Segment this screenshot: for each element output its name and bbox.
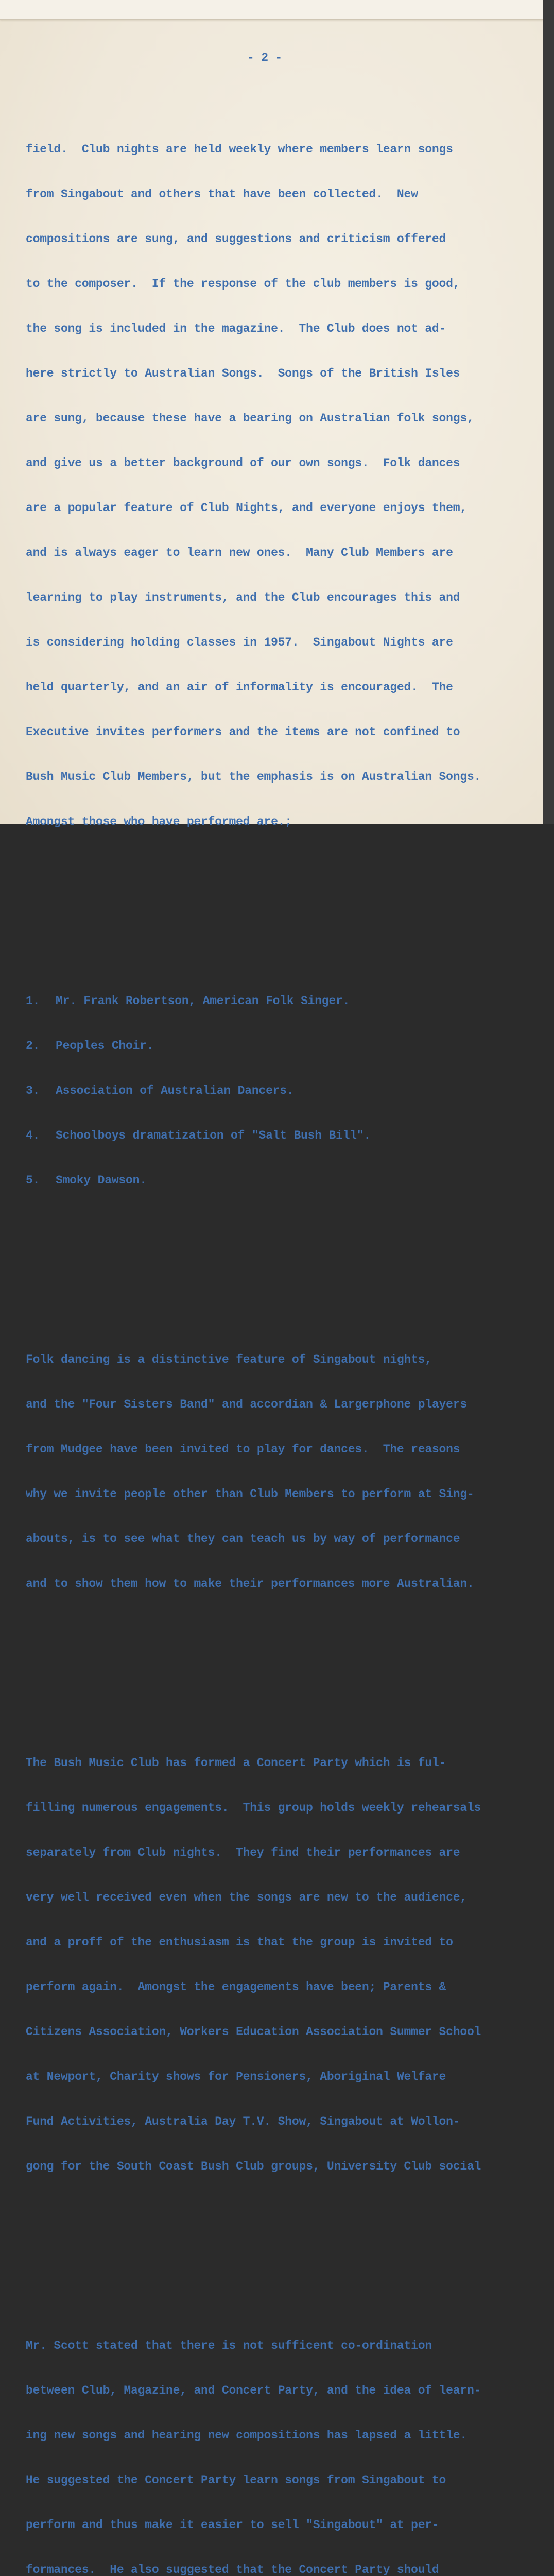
list-text: Smoky Dawson.: [56, 1174, 147, 1187]
text-line: at Newport, Charity shows for Pensioners, Aboriginal Welfare: [26, 2070, 446, 2083]
list-item: [26, 1083, 541, 1098]
list-number: 2.: [26, 1039, 40, 1053]
list-text: Peoples Choir.: [56, 1039, 154, 1053]
text-line: here strictly to Australian Songs. Songs of the British Isles: [26, 367, 460, 380]
list-text: Mr. Frank Robertson, American Folk Singer.: [56, 994, 350, 1008]
paragraph-gap: [26, 904, 541, 919]
text-line: and is always eager to learn new ones. Many Club Members are: [26, 546, 453, 560]
scan-background-edge: [543, 0, 554, 824]
text-line: Bush Music Club Members, but the emphasis is on Australian Songs.: [26, 770, 481, 784]
list-item: [26, 1173, 541, 1188]
paragraph-club-nights: [26, 112, 541, 859]
text-line: field. Club nights are held weekly where members learn songs: [26, 143, 453, 156]
text-line: and give us a better background of our own songs. Folk dances: [26, 456, 460, 470]
list-number: 1.: [26, 994, 40, 1008]
text-line: between Club, Magazine, and Concert Party, and the idea of learn-: [26, 2384, 481, 2397]
text-line: Mr. Scott stated that there is not sufficent co-ordination: [26, 2339, 432, 2352]
text-line: abouts, is to see what they can teach us by way of performance: [26, 1532, 460, 1546]
text-line: why we invite people other than Club Members to perform at Sing-: [26, 1487, 474, 1501]
text-line: and to show them how to make their performances more Australian.: [26, 1577, 474, 1590]
text-line: held quarterly, and an air of informality is encouraged. The: [26, 681, 453, 694]
list-number: 3.: [26, 1084, 40, 1097]
folded-sheet-edge: [0, 0, 543, 20]
text-line: and a proff of the enthusiasm is that the group is invited to: [26, 1936, 453, 1949]
typewritten-text: [26, 21, 541, 2576]
text-line: very well received even when the songs are new to the audience,: [26, 1891, 467, 1904]
text-line: Folk dancing is a distinctive feature of Singabout nights,: [26, 1353, 432, 1366]
text-line: compositions are sung, and suggestions and criticism offered: [26, 232, 446, 246]
text-line: are a popular feature of Club Nights, and everyone enjoys them,: [26, 501, 467, 515]
list-item: [26, 1039, 541, 1054]
list-number: 4.: [26, 1129, 40, 1142]
text-line: formances. He also suggested that the Concert Party should: [26, 2563, 439, 2576]
list-item: [26, 1128, 541, 1143]
text-line: gong for the South Coast Bush Club groups, University Club social: [26, 2160, 481, 2173]
text-line: filling numerous engagements. This group holds weekly rehearsals: [26, 1801, 481, 1815]
text-line: Citizens Association, Workers Education Association Summer School: [26, 2025, 481, 2039]
text-line: to the composer. If the response of the club members is good,: [26, 277, 460, 291]
text-line: are sung, because these have a bearing on Australian folk songs,: [26, 412, 474, 425]
paragraph-folk-dancing: [26, 1323, 541, 1621]
text-line: The Bush Music Club has formed a Concert Party which is ful-: [26, 1756, 446, 1770]
text-line: perform again. Amongst the engagements have been; Parents &: [26, 1980, 446, 1994]
performers-list: [26, 964, 541, 1218]
paragraph-scott-report: [26, 2309, 541, 2576]
page-number: - 2 -: [247, 51, 283, 64]
text-line: Fund Activities, Australia Day T.V. Show, Singabout at Wollon-: [26, 2115, 460, 2128]
text-line: He suggested the Concert Party learn songs from Singabout to: [26, 2473, 446, 2487]
text-line: the song is included in the magazine. The Club does not ad-: [26, 322, 446, 335]
text-line: and the "Four Sisters Band" and accordian & Largerphone players: [26, 1398, 467, 1411]
text-line: Executive invites performers and the items are not confined to: [26, 725, 460, 739]
text-line: Amongst those who have performed are.;: [26, 815, 292, 828]
text-line: ing new songs and hearing new compositions has lapsed a little.: [26, 2429, 467, 2442]
text-line: perform and thus make it easier to sell "Singabout" at per-: [26, 2518, 439, 2532]
text-line: learning to play instruments, and the Club encourages this and: [26, 591, 460, 604]
paragraph-gap: [26, 1666, 541, 1681]
paragraph-gap: [26, 2249, 541, 2264]
text-line: separately from Club nights. They find their performances are: [26, 1846, 460, 1859]
text-line: from Singabout and others that have been collected. New: [26, 188, 418, 201]
list-text: Association of Australian Dancers.: [56, 1084, 294, 1097]
list-number: 5.: [26, 1174, 40, 1187]
text-line: from Mudgee have been invited to play for dances. The reasons: [26, 1443, 460, 1456]
paragraph-gap: [26, 1263, 541, 1278]
list-text: Schoolboys dramatization of "Salt Bush Bill".: [56, 1129, 371, 1142]
list-item: [26, 994, 541, 1009]
paragraph-concert-party: [26, 1726, 541, 2204]
text-line: is considering holding classes in 1957. Singabout Nights are: [26, 636, 453, 649]
